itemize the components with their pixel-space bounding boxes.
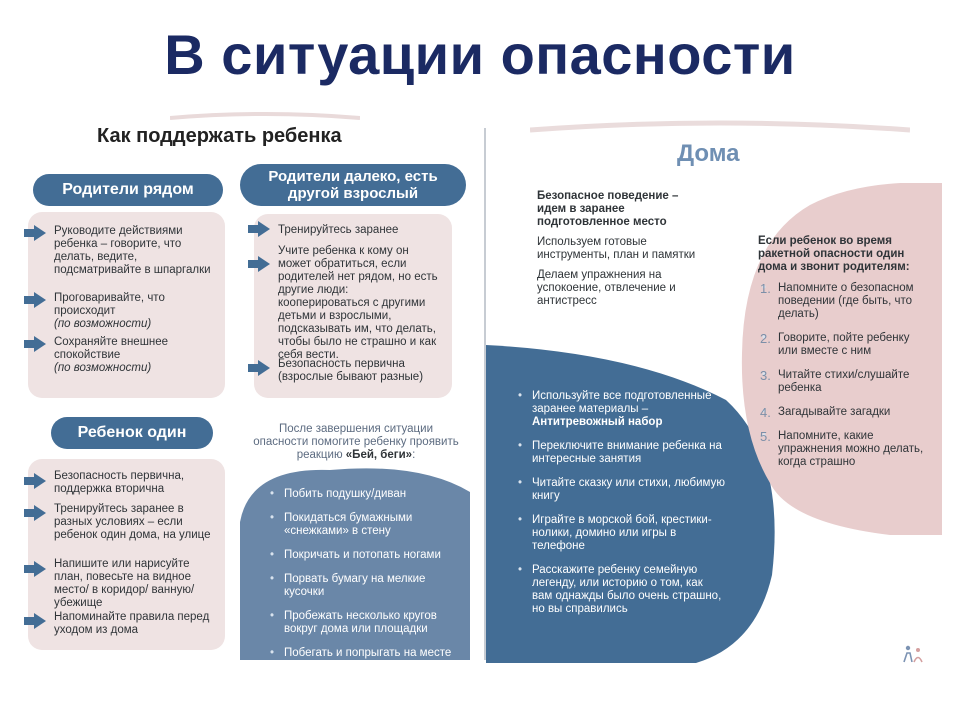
list-item: Руководите действиями ребенка – говорите, что делать, ведите, подсматривайте в шпаргалки xyxy=(54,225,211,276)
arrow-right-icon xyxy=(34,336,46,352)
intro-line: Делаем упражнения на успокоение, отвлечение и антистресс xyxy=(537,269,676,307)
page-title: В ситуации опасности xyxy=(164,23,796,86)
list-item: • 3. Читайте стихи/слушайте ребенка xyxy=(760,369,932,395)
list-item: Напоминайте правила перед уходом из дома xyxy=(54,611,210,636)
list-item: Проговаривайте, что происходит (по возможности) xyxy=(54,292,165,330)
pill-parents-far: Родители далеко, есть другой взрослый xyxy=(240,164,466,206)
section-heading-home: Дома xyxy=(677,140,740,167)
list-item: • Читайте сказку или стихи, любимую книгу xyxy=(516,477,726,503)
list-item: • Побегать и попрыгать на месте xyxy=(268,647,464,660)
arrow-right-icon xyxy=(34,225,46,241)
list-item: • Играйте в морской бой, крестики-нолики, домино или игры в телефоне xyxy=(516,514,726,553)
arrow-right-icon xyxy=(258,360,270,376)
after-list xyxy=(268,488,464,671)
list-item: Напишите или нарисуйте план, повесьте на видное место/ в коридор/ ванную/ убежище xyxy=(54,558,195,609)
list-item: • 1. Напомните о безопасном поведении (где быть, что делать) xyxy=(760,282,932,321)
arrow-right-icon xyxy=(34,292,46,308)
list-item: Безопасность первична (взрослые бывают разные) xyxy=(278,358,424,383)
list-item: • Порвать бумагу на мелкие кусочки xyxy=(268,573,464,599)
list-item: Безопасность первична, поддержка вторична xyxy=(54,470,185,495)
arrow-right-icon xyxy=(258,221,270,237)
list-item: Учите ребенка к кому он может обратиться, если родителей нет рядом, но есть другие люди: кооперироваться с другими детьми и взрослыми, подсказывать им, что делать, чтобы было не страшно и как себя вести. xyxy=(278,245,438,361)
pink-heading: Если ребенок во время ракетной опасности один дома и звонит родителям: xyxy=(758,235,910,273)
list-item: • Покричать и потопать ногами xyxy=(268,549,464,562)
list-item: • 4. Загадывайте загадки xyxy=(760,406,932,419)
after-intro: После завершения ситуации опасности помогите ребенку проявить реакцию «Бей, беги»: xyxy=(253,423,459,461)
arrow-right-icon xyxy=(34,613,46,629)
arrow-right-icon xyxy=(34,505,46,521)
list-item: • 2. Говорите, пойте ребенку или вместе с ним xyxy=(760,332,932,358)
list-item: • Расскажите ребенку семейную легенду, или историю о том, как вам однажды было очень страшно, но вы справились xyxy=(516,564,726,616)
list-item: Тренируйтесь заранее в разных условиях – если ребенок один дома, на улице xyxy=(54,503,211,541)
list-item: • Переключите внимание ребенка на интересные занятия xyxy=(516,440,726,466)
home-blue-list xyxy=(516,390,726,627)
pill-child-alone: Ребенок один xyxy=(51,417,213,449)
home-intro xyxy=(537,190,707,308)
list-item: • Пробежать несколько кругов вокруг дома или площадки xyxy=(268,610,464,636)
heading-underline xyxy=(530,120,910,134)
list-item: • Используйте все подготовленные заранее материалы – Антитревожный набор xyxy=(516,390,726,429)
arrow-right-icon xyxy=(34,561,46,577)
list-item: • 5. Напомните, какие упражнения можно делать, когда страшно xyxy=(760,430,932,469)
list-item: Тренируйтесь заранее xyxy=(278,224,399,236)
arrow-right-icon xyxy=(34,473,46,489)
pink-numbered-list xyxy=(760,282,932,480)
list-item: Сохраняйте внешнее спокойствие (по возможности) xyxy=(54,336,169,374)
arrow-right-icon xyxy=(258,256,270,272)
list-item: • Побить подушку/диван xyxy=(268,488,464,501)
list-item: • Покидаться бумажными «снежками» в стену xyxy=(268,512,464,538)
pill-parents-near: Родители рядом xyxy=(33,174,223,206)
section-heading-support: Как поддержать ребенка xyxy=(97,125,342,147)
intro-line: Безопасное поведение – идем в заранее подготовленное место xyxy=(537,190,679,228)
intro-line: Используем готовые инструменты, план и памятки xyxy=(537,236,696,261)
heading-underline xyxy=(170,112,360,122)
family-logo-icon xyxy=(902,644,924,664)
